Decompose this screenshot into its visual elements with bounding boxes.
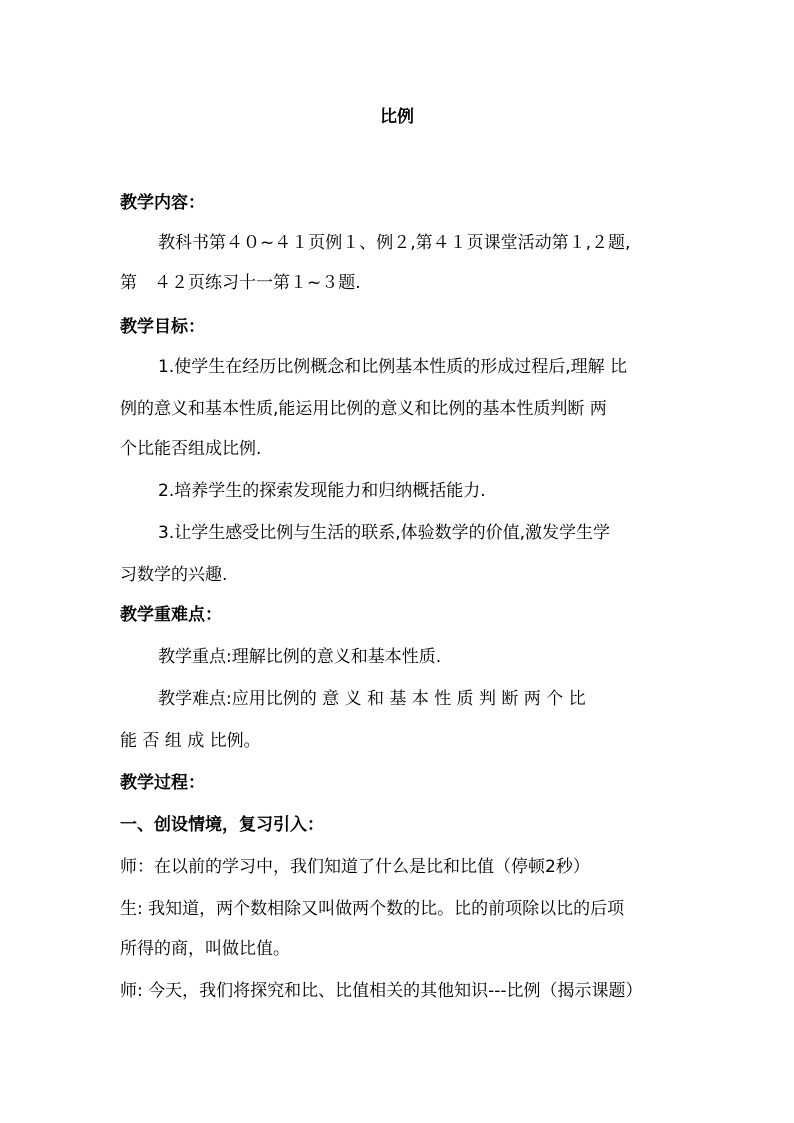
goal1-line1: 1.使学生在经历比例概念和比例基本性质的形成过程后,理解 比 [158,357,628,377]
teacher-line1: 师：在以前的学习中，我们知道了什么是比和比值（停顿2秒） [120,857,590,877]
part1-heading: 一、创设情境，复习引入： [120,815,324,835]
section-heading-content: 教学内容： [120,193,205,213]
content-text-line2: 第 ４２页练习十一第１~３题. [120,273,361,293]
student-line2: 所得的商，叫做比值。 [120,939,290,959]
key-point-text: 教学重点:理解比例的意义和基本性质. [158,647,442,667]
document-title: 比例 [380,107,414,127]
section-heading-goals: 教学目标： [120,317,205,337]
difficulty-line2: 能 否 组 成 比例。 [120,731,261,751]
goal3-line2: 习数学的兴趣. [120,565,228,585]
section-heading-process: 教学过程： [120,773,205,793]
goal2-text: 2.培养学生的探索发现能力和归纳概括能力. [158,481,486,501]
content-text-line1: 教科书第４０~４１页例１、例２,第４１页课堂活动第１,２题, [158,233,631,253]
student-line1: 生: 我知道，两个数相除又叫做两个数的比。比的前项除以比的后项 [120,899,625,919]
difficulty-line1: 教学难点:应用比例的 意 义 和 基 本 性 质 判 断 两 个 比 [158,689,586,709]
goal3-line1: 3.让学生感受比例与生活的联系,体验数学的价值,激发学生学 [158,523,611,543]
goal1-line2: 例的意义和基本性质,能运用比例的意义和比例的基本性质判断 两 [120,399,607,419]
section-heading-keypoints: 教学重难点： [120,605,222,625]
goal1-line3: 个比能否组成比例. [120,439,262,459]
teacher-line2: 师: 今天，我们将探究和比、比值相关的其他知识---比例（揭示课题） [120,981,643,1001]
